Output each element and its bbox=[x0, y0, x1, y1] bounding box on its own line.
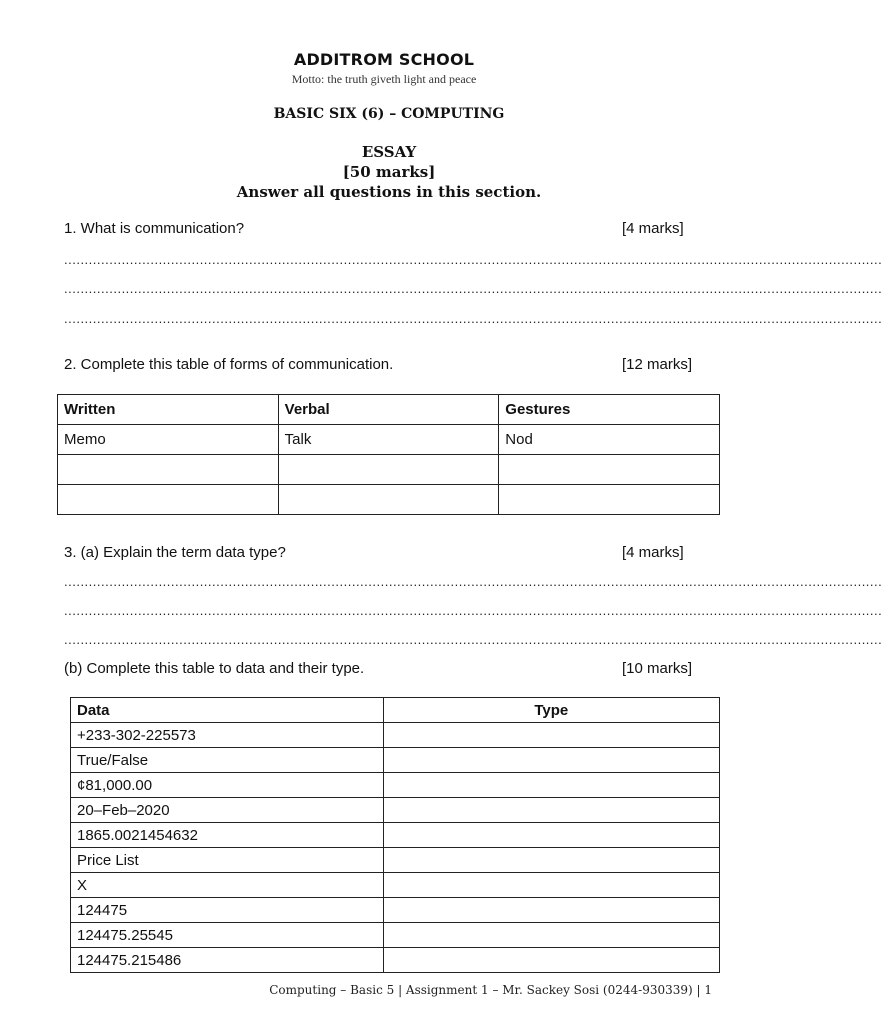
answer-cell[interactable] bbox=[383, 748, 719, 773]
data-cell: +233-302-225573 bbox=[71, 723, 384, 748]
answer-cell[interactable] bbox=[383, 823, 719, 848]
table-row bbox=[71, 773, 720, 798]
question-2-text: 2. Complete this table of forms of communication. bbox=[64, 356, 394, 373]
data-cell: Price List bbox=[71, 848, 384, 873]
question-3a-text: 3. (a) Explain the term data type? bbox=[64, 544, 286, 561]
answer-line[interactable]: ....................................................................................................................................................................................................... bbox=[64, 252, 882, 267]
table-row bbox=[71, 923, 720, 948]
table-cell: Talk bbox=[278, 425, 499, 455]
table-cell: Memo bbox=[58, 425, 279, 455]
table-cell: Nod bbox=[499, 425, 720, 455]
table-row bbox=[71, 948, 720, 973]
question-1-marks: [4 marks] bbox=[622, 220, 684, 237]
table-row bbox=[58, 425, 720, 455]
answer-cell[interactable] bbox=[383, 773, 719, 798]
answer-line[interactable]: ....................................................................................................................................................................................................... bbox=[64, 574, 882, 589]
answer-cell[interactable] bbox=[383, 898, 719, 923]
column-header-type: Type bbox=[383, 698, 719, 723]
answer-cell[interactable] bbox=[58, 485, 279, 515]
question-2-marks: [12 marks] bbox=[622, 356, 693, 373]
table-header-row bbox=[58, 395, 720, 425]
school-name: ADDITROM SCHOOL bbox=[293, 50, 475, 69]
answer-cell[interactable] bbox=[278, 485, 499, 515]
column-header-written: Written bbox=[58, 395, 279, 425]
data-cell: 124475.215486 bbox=[71, 948, 384, 973]
total-marks: [50 marks] bbox=[342, 163, 436, 181]
school-motto: Motto: the truth giveth light and peace bbox=[291, 72, 477, 86]
data-cell: 124475.25545 bbox=[71, 923, 384, 948]
column-header-data: Data bbox=[71, 698, 384, 723]
answer-cell[interactable] bbox=[383, 923, 719, 948]
answer-cell[interactable] bbox=[58, 455, 279, 485]
table-header-row bbox=[71, 698, 720, 723]
column-header-verbal: Verbal bbox=[278, 395, 499, 425]
answer-cell[interactable] bbox=[278, 455, 499, 485]
answer-cell[interactable] bbox=[383, 848, 719, 873]
data-cell: True/False bbox=[71, 748, 384, 773]
answer-line[interactable]: ....................................................................................................................................................................................................... bbox=[64, 603, 882, 618]
communication-forms-table bbox=[57, 394, 720, 515]
section-title: ESSAY bbox=[361, 143, 417, 161]
table-row[interactable] bbox=[58, 485, 720, 515]
answer-line[interactable]: ....................................................................................................................................................................................................... bbox=[64, 632, 882, 647]
question-1-text: 1. What is communication? bbox=[64, 220, 245, 237]
table-row bbox=[71, 823, 720, 848]
answer-cell[interactable] bbox=[383, 723, 719, 748]
data-type-table bbox=[70, 697, 720, 973]
data-cell: 20–Feb–2020 bbox=[71, 798, 384, 823]
table-row bbox=[71, 848, 720, 873]
data-cell: 124475 bbox=[71, 898, 384, 923]
data-cell: ¢81,000.00 bbox=[71, 773, 384, 798]
table-row bbox=[71, 723, 720, 748]
data-cell: 1865.0021454632 bbox=[71, 823, 384, 848]
answer-cell[interactable] bbox=[499, 455, 720, 485]
question-3b-text: (b) Complete this table to data and their type. bbox=[64, 660, 365, 677]
table-row bbox=[71, 748, 720, 773]
answer-cell[interactable] bbox=[499, 485, 720, 515]
table-row[interactable] bbox=[58, 455, 720, 485]
answer-cell[interactable] bbox=[383, 873, 719, 898]
table-row bbox=[71, 798, 720, 823]
class-title: BASIC SIX (6) – COMPUTING bbox=[273, 106, 505, 122]
table-row bbox=[71, 898, 720, 923]
answer-line[interactable]: ....................................................................................................................................................................................................... bbox=[64, 281, 882, 296]
question-3b-marks: [10 marks] bbox=[622, 660, 693, 677]
answer-cell[interactable] bbox=[383, 798, 719, 823]
answer-line[interactable]: ....................................................................................................................................................................................................... bbox=[64, 311, 882, 326]
answer-cell[interactable] bbox=[383, 948, 719, 973]
column-header-gestures: Gestures bbox=[499, 395, 720, 425]
data-cell: X bbox=[71, 873, 384, 898]
page-footer: Computing – Basic 5 | Assignment 1 – Mr. Sackey Sosi (0244-930339) | 1 bbox=[269, 983, 712, 997]
question-3a-marks: [4 marks] bbox=[622, 544, 684, 561]
table-row bbox=[71, 873, 720, 898]
instruction: Answer all questions in this section. bbox=[236, 183, 542, 201]
